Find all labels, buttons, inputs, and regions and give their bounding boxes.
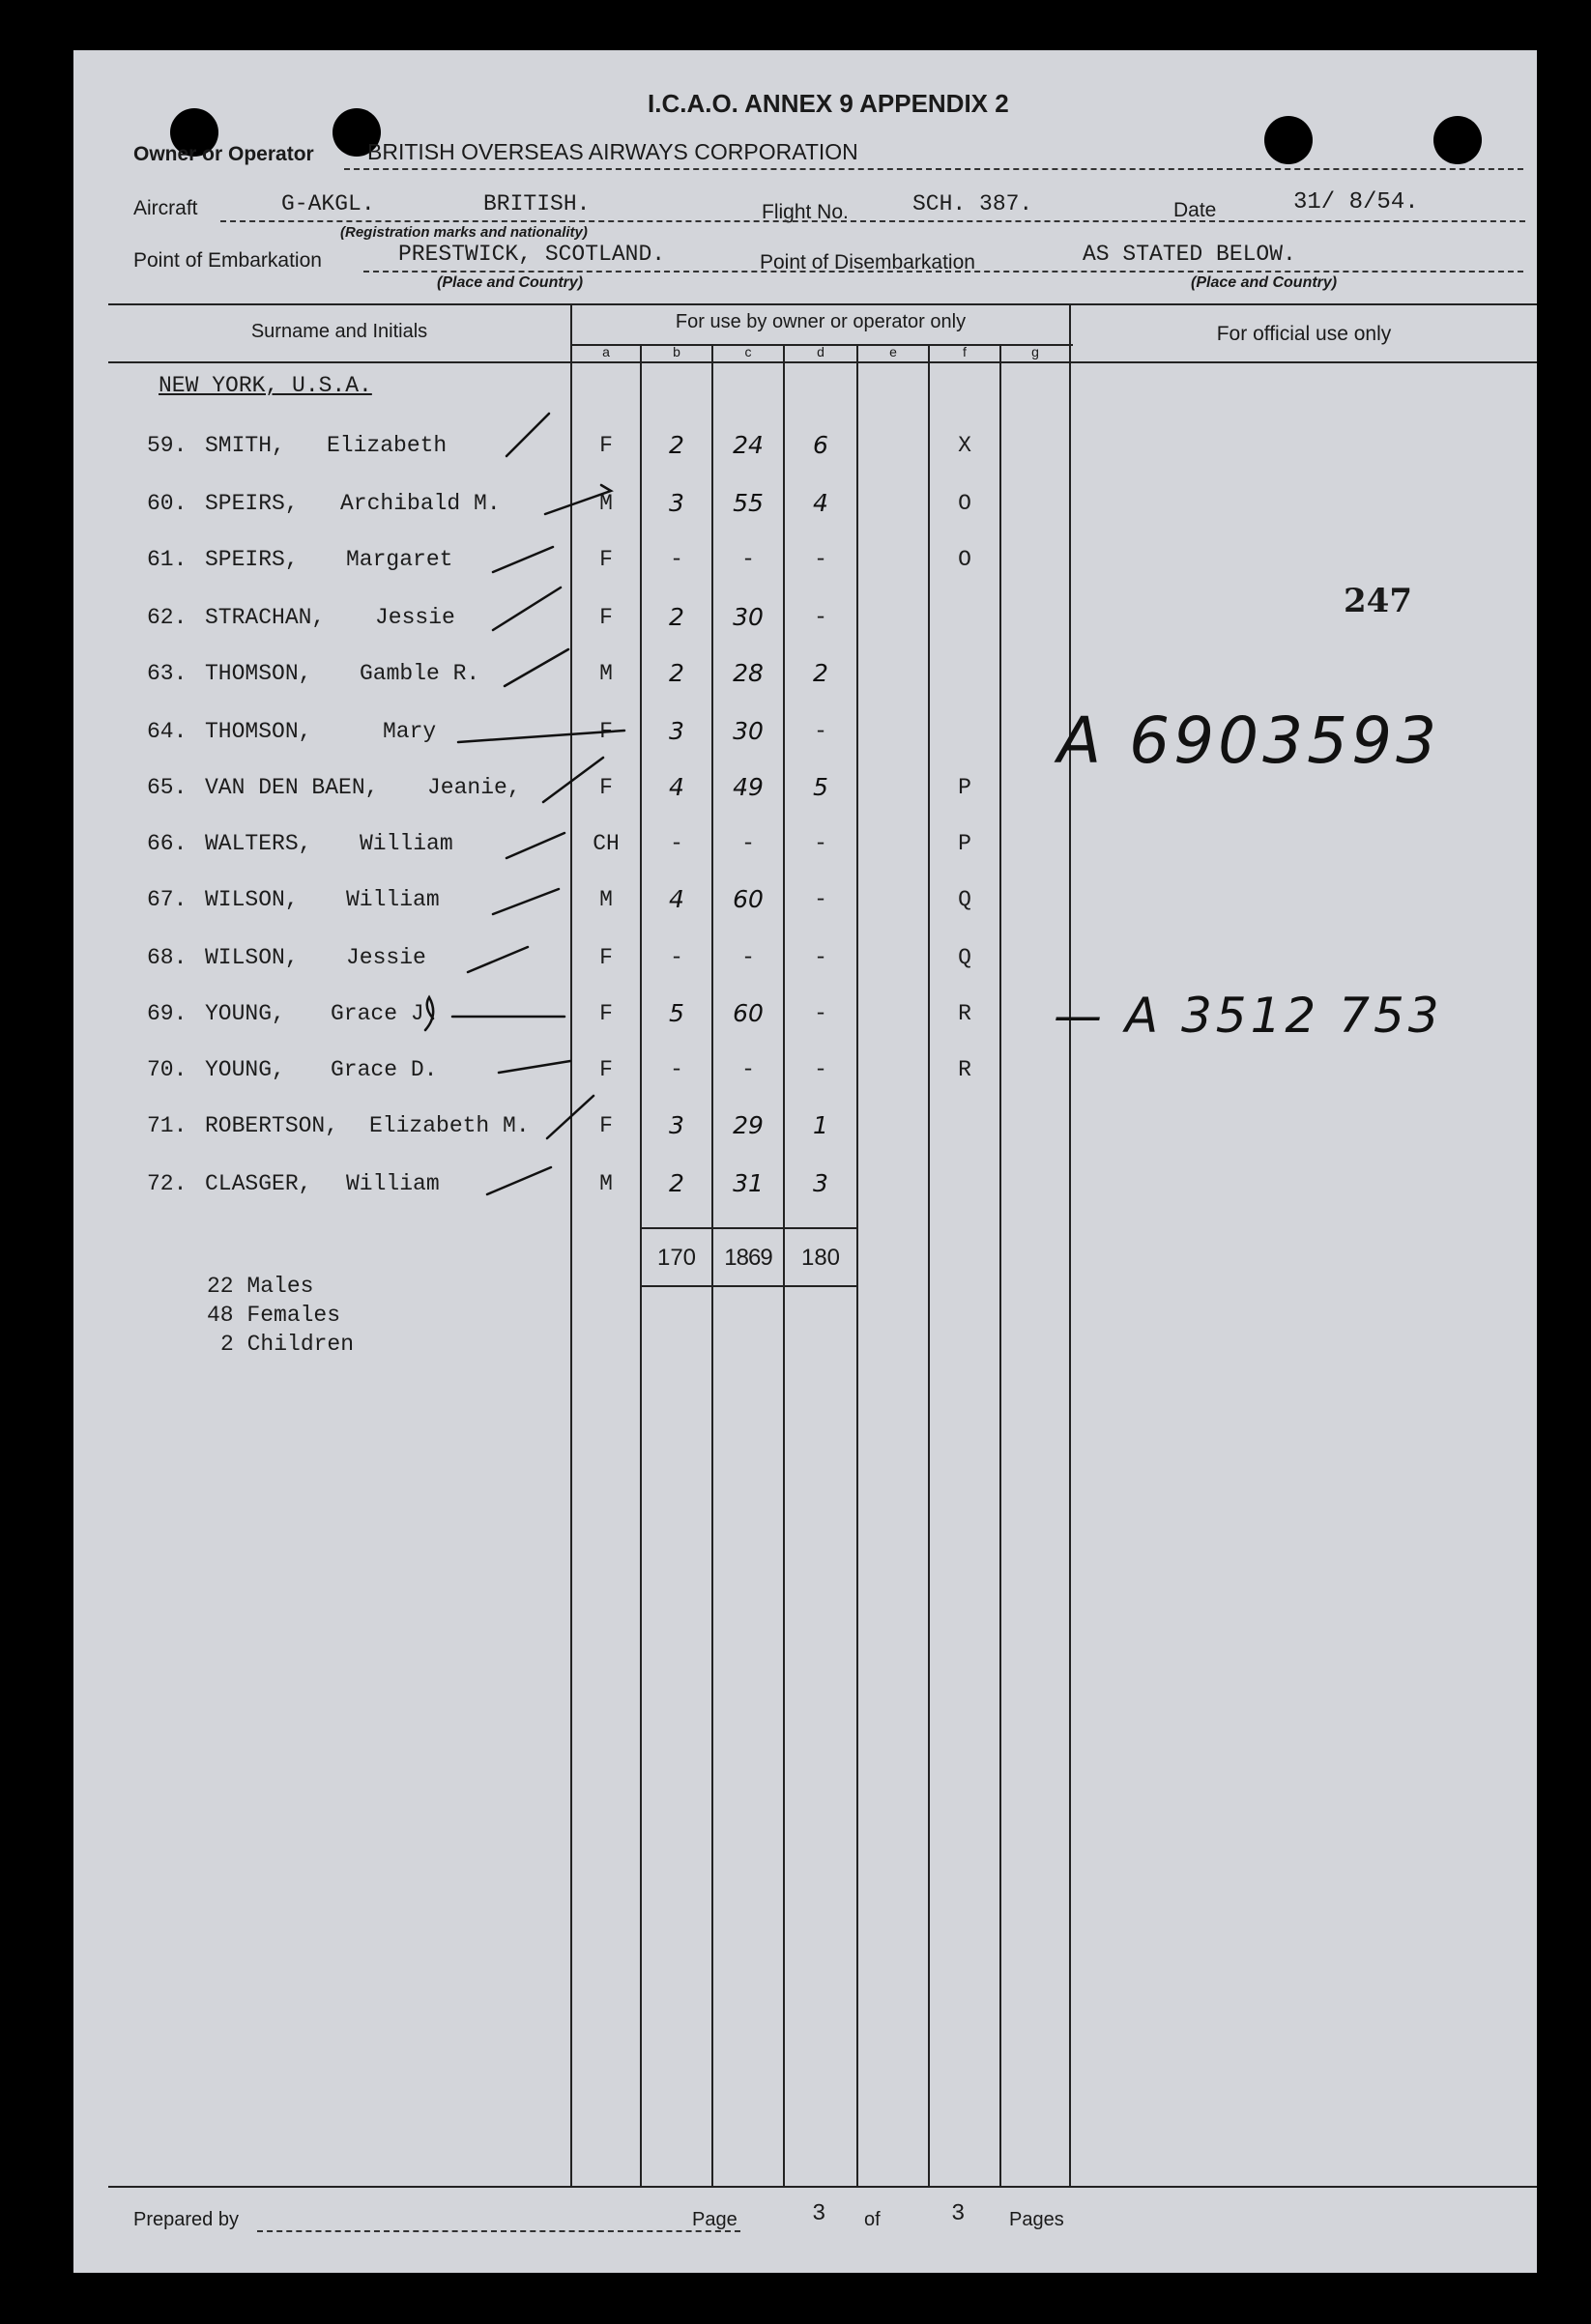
row-col-d: - (814, 719, 827, 744)
row-col-d: - (814, 887, 827, 912)
subcol-g: g (1031, 344, 1039, 359)
row-col-a: F (599, 1001, 613, 1026)
check-mark (425, 997, 564, 1030)
aircraft-registration: G-AKGL. (281, 191, 375, 216)
row-col-a: M (599, 1171, 613, 1196)
check-mark (505, 649, 568, 686)
row-col-c: 29 (733, 1111, 764, 1139)
of-label: of (864, 2209, 881, 2230)
col-divider (928, 344, 930, 2186)
embarkation-caption: (Place and Country) (437, 274, 584, 291)
check-mark (506, 414, 549, 456)
prepared-by-line (257, 2230, 740, 2232)
disembarkation-caption: (Place and Country) (1191, 274, 1338, 291)
row-col-b: 4 (669, 885, 684, 913)
row-given-name: Jessie (346, 945, 426, 970)
punch-hole (1433, 116, 1482, 164)
row-surname: SPEIRS, (205, 491, 299, 516)
row-col-c: 24 (733, 431, 764, 459)
row-col-d: - (814, 547, 827, 572)
row-col-b: - (670, 547, 683, 572)
subcol-d: d (817, 344, 824, 359)
row-given-name: Elizabeth (327, 433, 448, 458)
row-col-a: F (599, 1113, 613, 1138)
row-surname: ROBERTSON, (205, 1113, 339, 1138)
subcol-e: e (889, 344, 897, 359)
row-number: 68. (147, 945, 188, 970)
row-col-f: O (958, 547, 971, 572)
row-col-b: - (670, 1057, 683, 1082)
row-col-a: F (599, 547, 613, 572)
row-given-name: Margaret (346, 547, 453, 572)
owner-value: BRITISH OVERSEAS AIRWAYS CORPORATION (367, 139, 858, 164)
row-number: 63. (147, 661, 188, 686)
embarkation-underline (363, 271, 1523, 273)
row-given-name: William (360, 831, 453, 856)
row-surname: CLASGER, (205, 1171, 312, 1196)
row-number: 71. (147, 1113, 188, 1138)
row-number: 64. (147, 719, 188, 744)
row-col-d: 6 (813, 431, 828, 459)
row-surname: YOUNG, (205, 1001, 285, 1026)
row-surname: THOMSON, (205, 661, 312, 686)
row-col-c: 28 (733, 659, 764, 687)
row-surname: SPEIRS, (205, 547, 299, 572)
flight-label: Flight No. (762, 201, 849, 223)
row-col-f: X (958, 433, 971, 458)
subcol-c: c (744, 344, 752, 359)
col-divider (999, 344, 1001, 2186)
prepared-by-label: Prepared by (133, 2209, 239, 2230)
row-col-d: 4 (813, 489, 828, 517)
col-divider (1069, 305, 1071, 2186)
aircraft-nationality: BRITISH. (483, 191, 591, 216)
row-number: 66. (147, 831, 188, 856)
row-col-b: 5 (669, 999, 684, 1027)
row-col-c: 49 (733, 773, 764, 801)
check-mark (506, 833, 564, 858)
official-note-2: — A 3512 753 (1054, 988, 1443, 1044)
row-given-name: Jessie (375, 605, 455, 630)
row-col-d: - (814, 1001, 827, 1026)
row-given-name: William (346, 887, 440, 912)
row-given-name: Grace J (331, 1001, 424, 1026)
row-col-f: O (958, 491, 971, 516)
row-col-c: - (741, 1057, 755, 1082)
row-given-name: William (346, 1171, 440, 1196)
row-given-name: Gamble R. (360, 661, 480, 686)
registration-caption: (Registration marks and nationality) (340, 224, 588, 241)
row-col-c: 55 (733, 489, 764, 517)
row-col-d: - (814, 1057, 827, 1082)
header-owner-use: For use by owner or operator only (675, 311, 967, 332)
row-col-d: 5 (813, 773, 828, 801)
totals-top-rule (640, 1227, 858, 1229)
check-mark (468, 947, 528, 972)
form-title: I.C.A.O. ANNEX 9 APPENDIX 2 (648, 89, 1009, 118)
owner-label: Owner or Operator (133, 143, 314, 165)
table-top-rule (108, 303, 1537, 305)
check-mark (493, 547, 553, 572)
row-surname: THOMSON, (205, 719, 312, 744)
row-col-a: M (599, 491, 613, 516)
row-col-b: 3 (669, 1111, 684, 1139)
row-col-b: 3 (669, 717, 684, 745)
row-given-name: Mary (383, 719, 437, 744)
row-col-a: F (599, 945, 613, 970)
row-surname: WILSON, (205, 945, 299, 970)
flight-number: SCH. 387. (912, 191, 1033, 216)
row-col-b: - (670, 945, 683, 970)
row-col-b: 2 (669, 603, 684, 631)
row-surname: WALTERS, (205, 831, 312, 856)
row-number: 61. (147, 547, 188, 572)
row-col-c: 30 (733, 717, 764, 745)
table-bottom-rule (108, 2186, 1537, 2188)
destination-heading: NEW YORK, U.S.A. (159, 373, 372, 398)
check-mark (499, 1061, 570, 1073)
row-col-f: P (958, 775, 971, 800)
page-label: Page (692, 2209, 738, 2230)
subcol-f: f (963, 344, 967, 359)
stamp-number: 247 (1344, 582, 1412, 620)
row-col-b: 2 (669, 1169, 684, 1197)
row-col-a: M (599, 887, 613, 912)
row-col-f: P (958, 831, 971, 856)
check-mark (487, 1167, 551, 1194)
row-col-b: 2 (669, 659, 684, 687)
row-col-b: 2 (669, 431, 684, 459)
embarkation-label: Point of Embarkation (133, 249, 322, 272)
row-surname: STRACHAN, (205, 605, 326, 630)
punch-hole (1264, 116, 1313, 164)
row-col-c: - (741, 831, 755, 856)
row-col-b: 4 (669, 773, 684, 801)
row-col-d: - (814, 605, 827, 630)
col-divider (570, 305, 572, 2186)
subcol-b: b (673, 344, 680, 359)
row-number: 70. (147, 1057, 188, 1082)
row-surname: VAN DEN BAEN, (205, 775, 379, 800)
owner-underline (344, 168, 1523, 170)
row-col-f: R (958, 1001, 971, 1026)
check-mark (493, 588, 561, 630)
row-col-d: - (814, 831, 827, 856)
row-number: 60. (147, 491, 188, 516)
row-col-d: 3 (813, 1169, 828, 1197)
row-col-d: 1 (813, 1111, 828, 1139)
disembarkation-label: Point of Disembarkation (760, 251, 975, 273)
totals-right-rule (856, 1227, 858, 1285)
disembarkation-value: AS STATED BELOW. (1083, 242, 1296, 267)
row-col-f: R (958, 1057, 971, 1082)
row-col-c: - (741, 945, 755, 970)
table-header-rule (108, 361, 1537, 363)
row-surname: WILSON, (205, 887, 299, 912)
row-col-b: - (670, 831, 683, 856)
aircraft-label: Aircraft (133, 197, 198, 219)
row-col-a: M (599, 661, 613, 686)
row-col-a: CH (593, 831, 620, 856)
row-number: 59. (147, 433, 188, 458)
official-note-1: A 6903593 (1057, 703, 1441, 778)
page-number: 3 (812, 2201, 826, 2227)
row-col-d: 2 (813, 659, 828, 687)
row-number: 65. (147, 775, 188, 800)
subcol-a: a (602, 344, 610, 359)
row-given-name: Elizabeth M. (369, 1113, 530, 1138)
row-number: 67. (147, 887, 188, 912)
check-mark (493, 889, 559, 914)
row-col-f: Q (958, 887, 971, 912)
page-total: 3 (951, 2201, 966, 2227)
row-surname: SMITH, (205, 433, 285, 458)
row-number: 62. (147, 605, 188, 630)
summary-children: 2 Children (220, 1332, 355, 1357)
row-col-f: Q (958, 945, 971, 970)
summary-males: 22 Males (207, 1274, 314, 1299)
total-col-b: 170 (656, 1245, 697, 1271)
row-col-c: - (741, 547, 755, 572)
row-number: 72. (147, 1171, 188, 1196)
summary-females: 48 Females (207, 1303, 341, 1328)
total-col-c: 1869 (724, 1245, 772, 1271)
total-col-d: 180 (800, 1245, 841, 1271)
pages-label: Pages (1009, 2209, 1064, 2230)
row-col-a: F (599, 1057, 613, 1082)
row-col-d: - (814, 945, 827, 970)
row-number: 69. (147, 1001, 188, 1026)
manifest-sheet (73, 50, 1537, 2273)
row-col-a: F (599, 433, 613, 458)
row-col-a: F (599, 605, 613, 630)
row-given-name: Archibald M. (340, 491, 501, 516)
row-given-name: Grace D. (331, 1057, 438, 1082)
row-col-b: 3 (669, 489, 684, 517)
row-given-name: Jeanie, (427, 775, 521, 800)
row-col-a: F (599, 775, 613, 800)
header-surname: Surname and Initials (250, 321, 428, 342)
row-col-c: 60 (733, 885, 764, 913)
date-label: Date (1173, 199, 1217, 221)
header-official-use: For official use only (1216, 323, 1392, 345)
embarkation-value: PRESTWICK, SCOTLAND. (398, 242, 666, 267)
row-col-a: F (599, 719, 613, 744)
row-col-c: 60 (733, 999, 764, 1027)
date-value: 31/ 8/54. (1293, 189, 1419, 215)
aircraft-underline (220, 220, 1525, 222)
row-surname: YOUNG, (205, 1057, 285, 1082)
row-col-c: 30 (733, 603, 764, 631)
row-col-c: 31 (733, 1169, 764, 1197)
totals-bottom-rule (640, 1285, 858, 1287)
